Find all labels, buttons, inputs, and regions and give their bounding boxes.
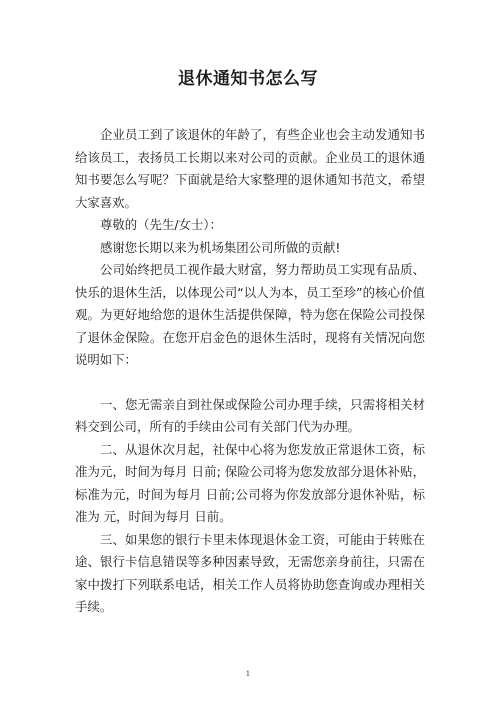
salutation-paragraph: 尊敬的（先生/女士）： (100, 217, 222, 232)
item-3-paragraph: 三、如果您的银行卡里未体现退休金工资，可能由于转账在途、银行卡信息错误等多种因素导致，无需您亲身前往，只需在家中拨打下列联系电话，相关工作人员将协助您查询或办理相关手续。 (75, 531, 425, 614)
item-1-paragraph: 一、您无需亲自到社保或保险公司办理手续，只需将相关材料交到公司，所有的手续由公司有关部门代为办理。 (75, 396, 425, 434)
thanks-paragraph: 感谢您长期以来为机场集团公司所做的贡献! (100, 239, 341, 255)
page-number: 1 (245, 670, 251, 678)
item-2-paragraph: 二、从退休次月起，社保中心将为您发放正常退休工资，标准为元，时间为每月 日前; 保险公司将为您发放部分退休补贴，标准为元，时间为每月 日前;公司将为你发放部分退休补贴，标准为 元，时间为每月 日前。 (75, 441, 425, 524)
document-title: 退休通知书怎么写 (178, 69, 318, 89)
paragraph-gap (75, 372, 425, 394)
intro-paragraph: 企业员工到了该退休的年龄了，有些企业也会主动发通知书给该员工，表扬员工长期以来对公司的贡献。企业员工的退休通知书要怎么写呢？下面就是给大家整理的退休通知书范文，希望大家喜欢。 (75, 127, 425, 210)
main-paragraph: 公司始终把员工视作最大财富，努力帮助员工实现有品质、快乐的退休生活，以体现公司“以人为本，员工至珍”的核心价值观。为更好地给您的退休生活提供保障，特为您在保险公司投保了退休金保险。在您开启金色的退休生活时，现将有关情况向您说明如下： (75, 262, 425, 367)
document-body (75, 124, 425, 619)
